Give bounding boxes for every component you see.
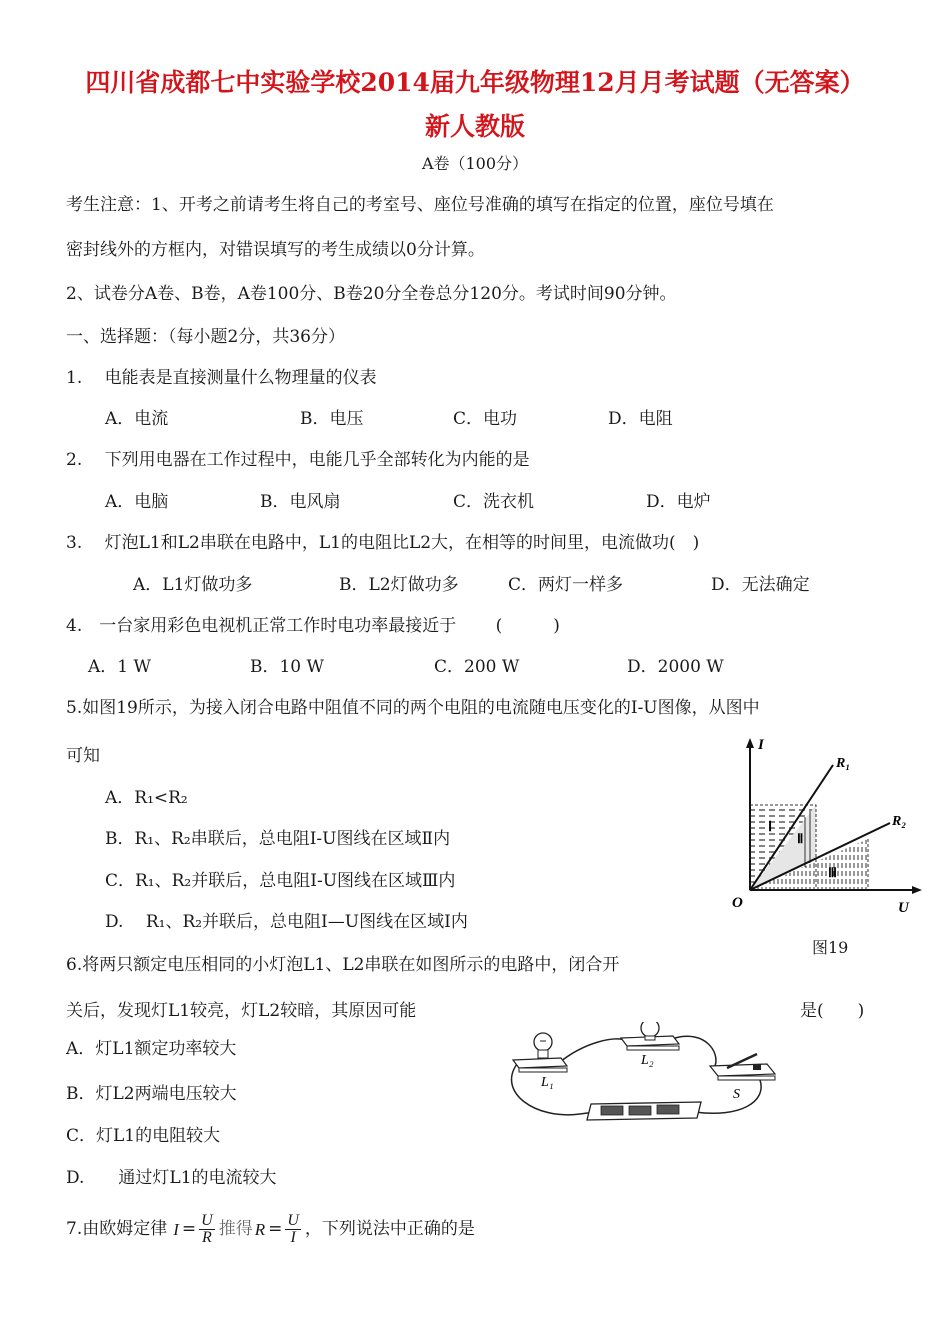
q4-option-b: B．10 W	[250, 657, 325, 677]
q7-frac2-num: U	[287, 1211, 299, 1229]
q7-prefix: 7.由欧姆定律	[66, 1218, 168, 1239]
q7-equals-2: =	[268, 1218, 283, 1239]
q7-fraction-u-over-i	[285, 1213, 301, 1246]
q1-option-a: A．电流	[105, 409, 169, 429]
r1-label: R₁	[836, 756, 851, 771]
q7-r-symbol: R	[254, 1219, 266, 1239]
q6-stem-line-2: 关后，发现灯L1较亮，灯L2较暗，其原因可能	[66, 1001, 417, 1021]
circuit-figure	[505, 1022, 790, 1134]
q5-stem-line-2: 可知	[66, 746, 100, 766]
axis-u-label: U	[898, 900, 909, 915]
q7-frac-den: R	[199, 1229, 215, 1246]
q5-option-b: B．R₁、R₂串联后，总电阻I-U图线在区域Ⅱ内	[105, 829, 451, 849]
iu-graph-figure	[728, 735, 928, 915]
q2-stem: 2. 下列用电器在工作过程中，电能几乎全部转化为内能的是	[66, 450, 530, 470]
q5-stem-line-1: 5.如图19所示，为接入闭合电路中阻值不同的两个电阻的电流随电压变化的I-U图像，从图中	[66, 698, 760, 718]
region-1-label: Ⅰ	[768, 820, 773, 835]
switch-label: S	[733, 1087, 740, 1102]
lamp-l1-base	[513, 1058, 567, 1068]
q7-i-symbol: I	[173, 1219, 179, 1239]
q7-frac-num: U	[201, 1211, 213, 1229]
q6-option-d: D. 通过灯L1的电流较大	[66, 1168, 277, 1188]
q7-suffix: ，下列说法中正确的是	[304, 1218, 475, 1239]
exam-title-edition: 新人教版	[424, 112, 525, 141]
q6-option-b: B．灯L2两端电压较大	[66, 1084, 237, 1104]
q4-stem: 4. 一台家用彩色电视机正常工作时电功率最接近于 ( )	[66, 616, 560, 636]
origin-label: O	[732, 895, 743, 911]
q1-stem: 1. 电能表是直接测量什么物理量的仪表	[66, 368, 377, 388]
q1-option-d: D．电阻	[608, 409, 673, 429]
lamp-l2-bulb	[641, 1022, 659, 1037]
switch-base	[710, 1064, 775, 1076]
q2-option-c: C．洗衣机	[453, 492, 535, 512]
region-2-label: Ⅱ	[797, 831, 804, 846]
q7-derive: 推得	[218, 1218, 253, 1239]
notice-line-2: 密封线外的方框内，对错误填写的考生成绩以0分计算。	[66, 240, 485, 260]
q3-option-a: A．L1灯做功多	[133, 575, 253, 595]
paper-a-subtitle: A卷（100分）	[421, 154, 529, 173]
r2-label: R₂	[892, 814, 907, 829]
lamp-l1-bulb	[534, 1033, 552, 1051]
q5-option-d: D. R₁、R₂并联后，总电阻I—U图线在区域Ⅰ内	[105, 912, 468, 932]
q1-option-c: C．电功	[453, 409, 518, 429]
q4-option-d: D．2000 W	[627, 657, 724, 677]
notice-line-1: 考生注意：1、开考之前请考生将自己的考室号、座位号准确的填写在指定的位置，座位号填在	[66, 195, 774, 215]
q7-frac2-den: I	[285, 1229, 301, 1246]
q5-option-c: C．R₁、R₂并联后，总电阻I-U图线在区域Ⅲ内	[105, 871, 456, 891]
q3-option-d: D．无法确定	[711, 575, 810, 595]
notice-line-3: 2、试卷分A卷、B卷，A卷100分、B卷20分全卷总分120分。考试时间90分钟。	[66, 284, 677, 304]
lamp-l1-label: L₁	[541, 1075, 554, 1090]
q3-option-b: B．L2灯做功多	[339, 575, 459, 595]
q2-option-b: B．电风扇	[260, 492, 341, 512]
q7-stem	[66, 1204, 475, 1254]
q6-option-a: A．灯L1额定功率较大	[66, 1039, 237, 1059]
q6-option-c: C．灯L1的电阻较大	[66, 1126, 221, 1146]
exam-title: 四川省成都七中实验学校2014届九年级物理12月月考试题（无答案）	[85, 68, 865, 97]
lamp-l2-label: L₂	[641, 1053, 654, 1068]
q2-option-d: D．电炉	[646, 492, 711, 512]
q6-stem-line-1: 6.将两只额定电压相同的小灯泡L1、L2串联在如图所示的电路中，闭合开	[66, 955, 620, 975]
section-heading: 一、选择题：（每小题2分，共36分）	[66, 327, 345, 347]
axis-i-label: I	[758, 737, 764, 753]
q3-stem: 3. 灯泡L1和L2串联在电路中，L1的电阻比L2大，在相等的时间里，电流做功( )	[66, 533, 700, 553]
q7-fraction-u-over-r	[199, 1213, 215, 1246]
q2-option-a: A．电脑	[105, 492, 169, 512]
q5-option-a: A．R₁<R₂	[105, 788, 188, 808]
q1-option-b: B．电压	[300, 409, 364, 429]
q6-answer-paren: 是( )	[800, 1001, 865, 1021]
q4-option-a: A．1 W	[88, 657, 151, 677]
q7-equals: =	[181, 1218, 197, 1239]
q4-option-c: C．200 W	[434, 657, 520, 677]
region-3-label: Ⅲ	[828, 865, 837, 880]
q3-option-c: C．两灯一样多	[508, 575, 624, 595]
figure-19-caption: 图19	[812, 938, 849, 957]
